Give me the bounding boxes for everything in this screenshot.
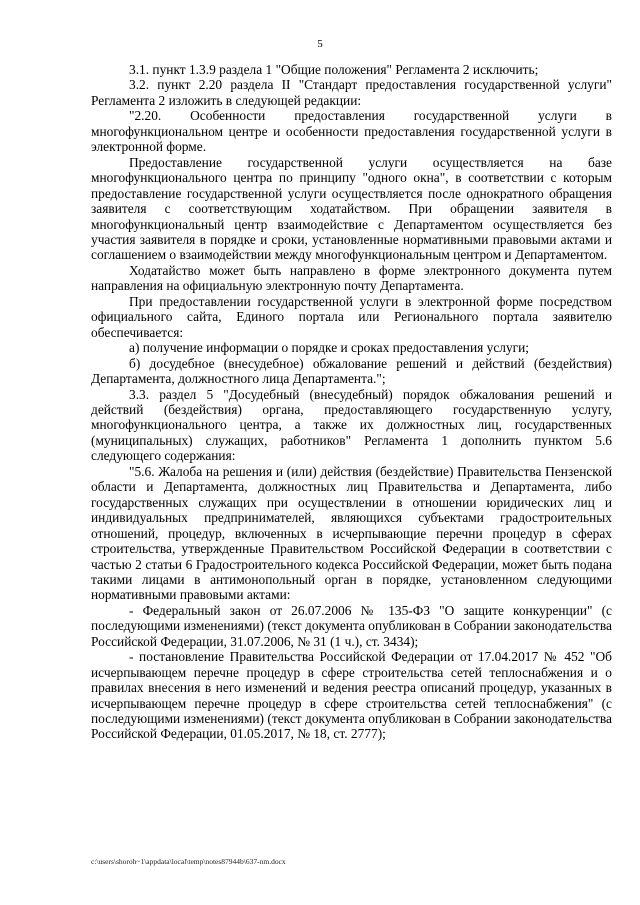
- paragraph: При предоставлении государственной услуги в электронной форме посредством официального сайта, Единого портала или Регионального портала заявителю обеспечивается:: [91, 293, 612, 340]
- paragraph: а) получение информации о порядке и сроках предоставления услуги;: [129, 340, 530, 356]
- paragraph: 3.3. раздел 5 "Досудебный (внесудебный) порядок обжалования решений и действий (бездействия) органа, предоставляющего государственную услугу, многофункционального центра, а также их должностных лиц, государственных (муниципальных) служащих, работников" Регламента 1 дополнить пунктом 5.6 следующего содержания:: [91, 386, 612, 464]
- paragraph: - постановление Правительства Российской Федерации от 17.04.2017 № 452 "Об исчерпывающем перечне процедур в сфере строительства сетей теплоснабжения и о правилах внесения в него изменений и ведения реестра описаний процедур, указанных в исчерпывающем перечне процедур в сфере строительства сетей теплоснабжения" (с последующими изменениями) (текст документа опубликован в Собрании законодательства Российской Федерации, 01.05.2017, № 18, ст. 2777);: [91, 649, 612, 742]
- page-number: 5: [317, 38, 323, 50]
- paragraph: б) досудебное (внесудебное) обжалование решений и действий (бездействия) Департамента, должностного лица Департамента.";: [91, 355, 612, 387]
- paragraph: Предоставление государственной услуги осуществляется на базе многофункционального центра по принципу "одного окна", в соответствии с которым предоставление государственной услуги осуществляется после однократного обращения заявителя с соответствующим ходатайством. При обращении заявителя в многофункциональный центр взаимодействие с Департаментом осуществляется без участия заявителя в порядке и сроки, установленные нормативными правовыми актами и соглашением о взаимодействии между многофункциональным центром и Департаментом.: [91, 154, 612, 263]
- paragraph: "5.6. Жалоба на решения и (или) действия (бездействие) Правительства Пензенской области и Департамента, должностных лиц Правительства и Департамента, либо государственных служащих при осуществлении в отношении юридических лиц и индивидуальных предпринимателей, являющихся субъектами градостроительных отношений, процедур, включенных в исчерпывающие перечни процедур в сферах строительства, утвержденные Правительством Российской Федерации в соответствии с частью 2 статьи 6 Градостроительного кодекса Российской Федерации, может быть подана такими лицами в антимонопольный орган в порядке, установленном следующими нормативными правовыми актами:: [91, 463, 612, 603]
- paragraph: 3.1. пункт 1.3.9 раздела 1 "Общие положения" Регламента 2 исключить;: [129, 62, 539, 77]
- paragraph: "2.20. Особенности предоставления государственной услуги в многофункциональном центре и особенности предоставления государственной услуги в электронной форме.: [91, 108, 612, 155]
- footer-file-path: c:\users\shoroh~1\appdata\local\temp\notes87944b\637-nm.docx: [91, 857, 286, 866]
- paragraph: - Федеральный закон от 26.07.2006 № 135-ФЗ "О защите конкуренции" (с последующими изменениями) (текст документа опубликован в Собрании законодательства Российской Федерации, 31.07.2006, № 31 (1 ч.), ст. 3434);: [91, 602, 612, 649]
- paragraph: Ходатайство может быть направлено в форме электронного документа путем направления на официальную электронную почту Департамента.: [91, 262, 612, 294]
- paragraph: 3.2. пункт 2.20 раздела II "Стандарт предоставления государственной услуги" Регламента 2 изложить в следующей редакции:: [91, 77, 612, 108]
- document-body: [91, 62, 612, 742]
